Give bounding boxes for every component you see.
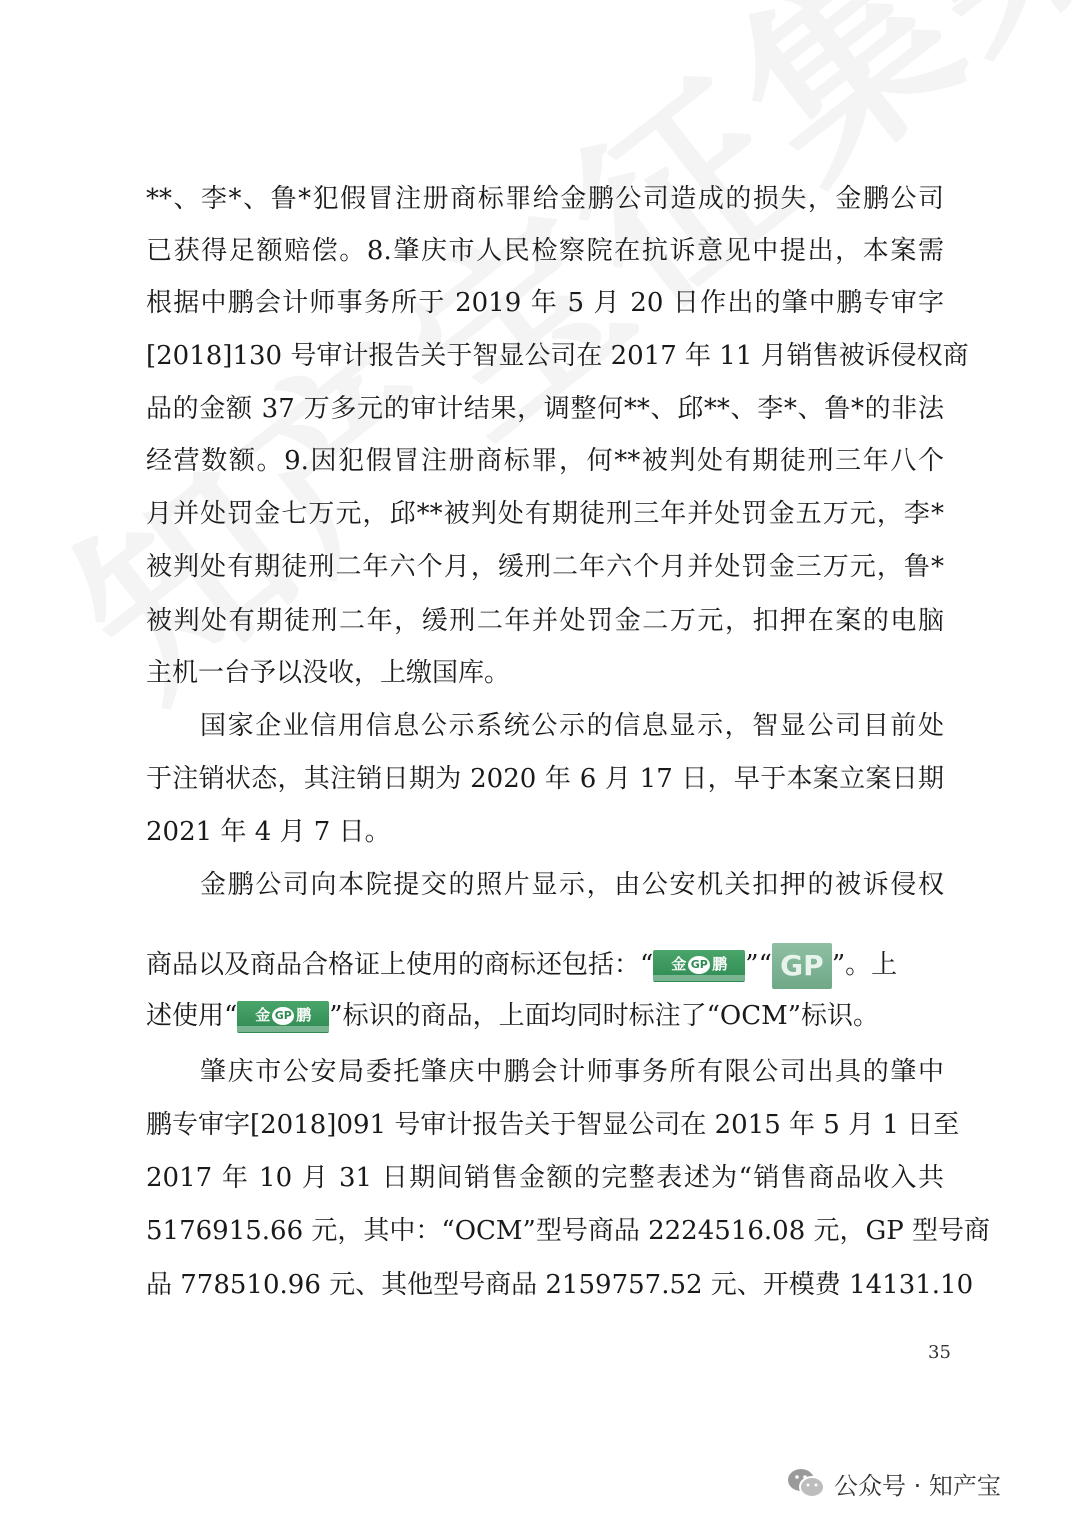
text-line: [2018]130 号审计报告关于智显公司在 2017 年 11 月销售被诉侵权商 bbox=[146, 341, 969, 371]
text-line: 品的金额 37 万多元的审计结果，调整何**、邱**、李*、鲁*的非法 bbox=[146, 394, 944, 424]
text-line: 被判处有期徒刑二年六个月，缓刑二年六个月并处罚金三万元，鲁* bbox=[146, 552, 944, 582]
logo-subtext-bar bbox=[653, 975, 745, 981]
paragraph-first-line: 金鹏公司向本院提交的照片显示，由公安机关扣押的被诉侵权 bbox=[200, 870, 944, 900]
wechat-footer bbox=[786, 1463, 1001, 1503]
logo-subtext-bar bbox=[237, 1026, 329, 1032]
text-line: 被判处有期徒刑二年，缓刑二年并处罚金二万元，扣押在案的电脑 bbox=[146, 606, 944, 636]
text-line: 主机一台予以没收，上缴国库。 bbox=[146, 658, 511, 688]
text-segment: 商品以及商品合格证上使用的商标还包括：“ bbox=[146, 950, 654, 980]
jinpeng-gp-logo-image bbox=[653, 950, 745, 982]
logo-text-peng: 鹏 bbox=[296, 1006, 312, 1024]
text-segment: 述使用“ bbox=[146, 1001, 238, 1031]
wechat-icon bbox=[786, 1466, 826, 1500]
text-segment: ”“ bbox=[745, 950, 772, 980]
text-line: **、李*、鲁*犯假冒注册商标罪给金鹏公司造成的损失，金鹏公司 bbox=[146, 184, 944, 214]
jinpeng-gp-logo-image bbox=[237, 1001, 329, 1033]
text-line: 鹏专审字[2018]091 号审计报告关于智显公司在 2015 年 5 月 1 日至 bbox=[146, 1110, 960, 1140]
text-line: 于注销状态，其注销日期为 2020 年 6 月 17 日，早于本案立案日期 bbox=[146, 764, 944, 794]
logo-text-gp: GP bbox=[272, 1007, 294, 1025]
logo-text-jin: 金 bbox=[255, 1006, 271, 1024]
gp-logo-image: GP bbox=[772, 943, 832, 989]
text-line: 月并处罚金七万元，邱**被判处有期徒刑三年并处罚金五万元，李* bbox=[146, 499, 944, 529]
text-line: 2017 年 10 月 31 日期间销售金额的完整表述为“销售商品收入共 bbox=[146, 1163, 944, 1193]
text-line-with-logo bbox=[146, 996, 944, 1036]
logo-text-peng: 鹏 bbox=[712, 955, 728, 973]
text-line: 品 778510.96 元、其他型号商品 2159757.52 元、开模费 14131.10 bbox=[146, 1270, 974, 1300]
logo-text-gp: GP bbox=[688, 956, 710, 974]
text-line: 经营数额。9.因犯假冒注册商标罪，何**被判处有期徒刑三年八个 bbox=[146, 446, 944, 476]
footer-label: 公众号 · 知产宝 bbox=[834, 1471, 1001, 1500]
page-number: 35 bbox=[928, 1342, 951, 1363]
logo-text-jin: 金 bbox=[671, 955, 687, 973]
text-line: 已获得足额赔偿。8.肇庆市人民检察院在抗诉意见中提出，本案需 bbox=[146, 236, 944, 266]
text-line: 根据中鹏会计师事务所于 2019 年 5 月 20 日作出的肇中鹏专审字 bbox=[146, 288, 944, 318]
text-line: 5176915.66 元，其中：“OCM”型号商品 2224516.08 元，GP 型号商 bbox=[146, 1216, 991, 1246]
paragraph-first-line: 肇庆市公安局委托肇庆中鹏会计师事务所有限公司出具的肇中 bbox=[200, 1057, 944, 1087]
text-line: 2021 年 4 月 7 日。 bbox=[146, 817, 391, 847]
text-line-with-logos bbox=[146, 940, 944, 990]
paragraph-first-line: 国家企业信用信息公示系统公示的信息显示，智显公司目前处 bbox=[200, 711, 944, 741]
text-segment: ”。上 bbox=[831, 950, 898, 980]
text-segment: ”标识的商品，上面均同时标注了“OCM”标识。 bbox=[329, 1001, 880, 1031]
